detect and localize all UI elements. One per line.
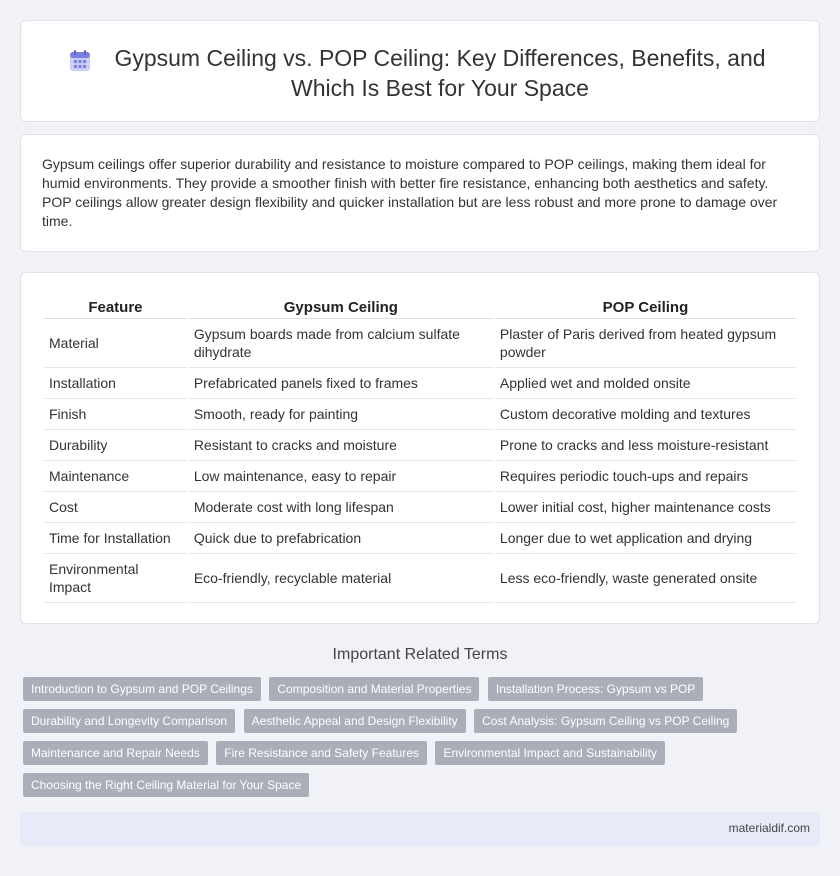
- table-cell-feature: Time for Installation: [44, 523, 187, 554]
- table-row: [44, 523, 796, 554]
- table-header-row: [44, 297, 796, 319]
- table-row: [44, 399, 796, 430]
- table-cell-gypsum: Resistant to cracks and moisture: [189, 430, 493, 461]
- table-row: [44, 461, 796, 492]
- table-row: [44, 319, 796, 368]
- column-header-feature: Feature: [44, 297, 187, 319]
- page-title: Gypsum Ceiling vs. POP Ceiling: Key Differences, Benefits, and Which Is Best for Your Space: [114, 45, 766, 101]
- table-cell-pop: Less eco-friendly, waste generated onsite: [495, 554, 796, 603]
- table-cell-pop: Applied wet and molded onsite: [495, 368, 796, 399]
- table-cell-gypsum: Quick due to prefabrication: [189, 523, 493, 554]
- table-cell-gypsum: Smooth, ready for painting: [189, 399, 493, 430]
- related-term-tag[interactable]: Choosing the Right Ceiling Material for Your Space: [23, 773, 309, 797]
- related-term-tag[interactable]: Cost Analysis: Gypsum Ceiling vs POP Ceiling: [474, 709, 737, 733]
- related-term-tag[interactable]: Fire Resistance and Safety Features: [216, 741, 427, 765]
- table-cell-gypsum: Eco-friendly, recyclable material: [189, 554, 493, 603]
- related-terms-list: [23, 677, 803, 805]
- table-cell-pop: Custom decorative molding and textures: [495, 399, 796, 430]
- column-header-pop: POP Ceiling: [495, 297, 796, 319]
- table-cell-gypsum: Prefabricated panels fixed to frames: [189, 368, 493, 399]
- table-cell-pop: Prone to cracks and less moisture-resistant: [495, 430, 796, 461]
- table-cell-feature: Cost: [44, 492, 187, 523]
- column-header-gypsum: Gypsum Ceiling: [189, 297, 493, 319]
- comparison-table: [42, 297, 798, 603]
- table-cell-feature: Environmental Impact: [44, 554, 187, 603]
- related-term-tag[interactable]: Installation Process: Gypsum vs POP: [488, 677, 703, 701]
- table-row: [44, 430, 796, 461]
- intro-card: [20, 134, 820, 252]
- footer-bar: [20, 812, 820, 846]
- header-card: [20, 20, 820, 122]
- related-term-tag[interactable]: Durability and Longevity Comparison: [23, 709, 235, 733]
- related-terms-title: Important Related Terms: [332, 646, 508, 663]
- related-term-tag[interactable]: Aesthetic Appeal and Design Flexibility: [244, 709, 466, 733]
- table-cell-feature: Durability: [44, 430, 187, 461]
- footer-site-link[interactable]: materialdif.com: [728, 821, 810, 835]
- related-term-tag[interactable]: Maintenance and Repair Needs: [23, 741, 208, 765]
- table-cell-pop: Plaster of Paris derived from heated gypsum powder: [495, 319, 796, 368]
- table-row: [44, 368, 796, 399]
- table-cell-feature: Material: [44, 319, 187, 368]
- table-row: [44, 554, 796, 603]
- table-cell-pop: Requires periodic touch-ups and repairs: [495, 461, 796, 492]
- table-cell-feature: Installation: [44, 368, 187, 399]
- table-cell-gypsum: Gypsum boards made from calcium sulfate dihydrate: [189, 319, 493, 368]
- intro-paragraph: Gypsum ceilings offer superior durability and resistance to moisture compared to POP ceilings, making them ideal for humid environments. They provide a smoother finish with better fire resistance, enhancing both aesthetics and safety. POP ceilings allow greater design flexibility and quicker installation but are less robust and more prone to damage over time.: [42, 156, 778, 229]
- table-cell-pop: Lower initial cost, higher maintenance costs: [495, 492, 796, 523]
- table-cell-pop: Longer due to wet application and drying: [495, 523, 796, 554]
- table-cell-feature: Maintenance: [44, 461, 187, 492]
- comparison-table-card: [20, 272, 820, 624]
- table-cell-gypsum: Low maintenance, easy to repair: [189, 461, 493, 492]
- related-term-tag[interactable]: Introduction to Gypsum and POP Ceilings: [23, 677, 261, 701]
- table-row: [44, 492, 796, 523]
- related-term-tag[interactable]: Environmental Impact and Sustainability: [435, 741, 664, 765]
- related-term-tag[interactable]: Composition and Material Properties: [269, 677, 479, 701]
- table-cell-gypsum: Moderate cost with long lifespan: [189, 492, 493, 523]
- table-cell-feature: Finish: [44, 399, 187, 430]
